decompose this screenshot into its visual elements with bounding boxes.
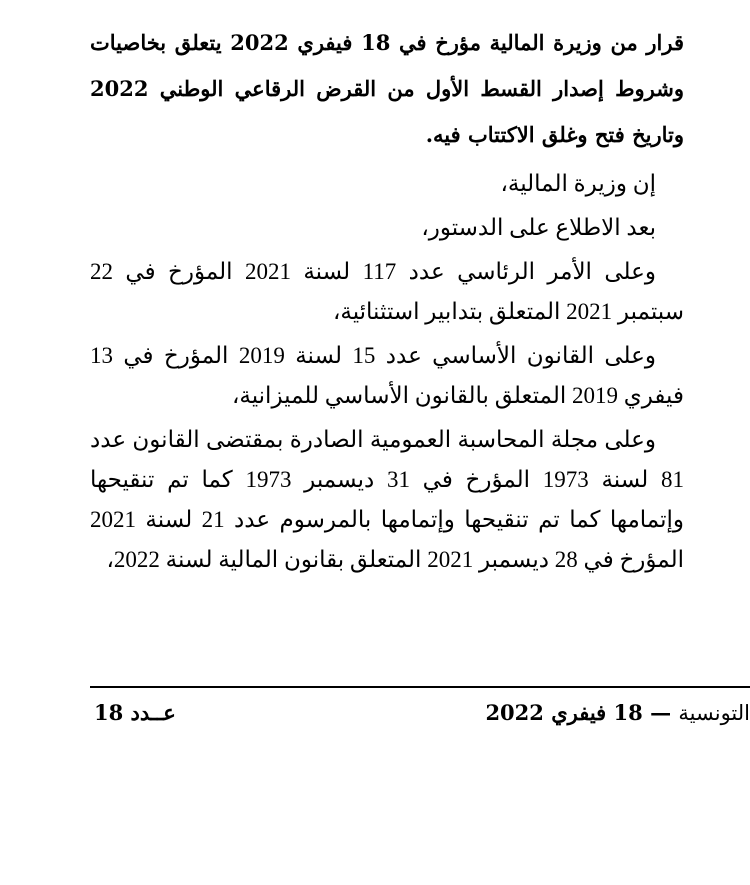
footer-issue-number: عــدد 18 [94, 700, 176, 725]
paragraph-constitution: بعد الاطلاع على الدستور، [421, 215, 656, 240]
paragraph-budget-law: وعلى القانون الأساسي عدد 15 لسنة 2019 المؤرخ في 13 فيفري 2019 المتعلق بالقانون الأساسي للميزانية، [90, 343, 684, 408]
footer-journal-date [485, 700, 750, 726]
page-footer [90, 700, 750, 734]
footer-journal-name: التونسية [678, 701, 750, 725]
footer-date: — 18 فيفري 2022 [485, 700, 672, 725]
paragraph-opening: إن وزيرة المالية، [500, 171, 656, 196]
paragraph-presidential-order: وعلى الأمر الرئاسي عدد 117 لسنة 2021 المؤرخ في 22 سبتمبر 2021 المتعلق بتدابير استثنائية، [90, 259, 684, 324]
paragraph-public-accounting: وعلى مجلة المحاسبة العمومية الصادرة بمقتضى القانون عدد 81 لسنة 1973 المؤرخ في 31 ديسمبر 1973 كما تم تنقيحها وإتمامها كما تم تنقيحها وإتمامها بالمرسوم عدد 21 لسنة 2021 المؤرخ في 28 ديسمبر 2021 المتعلق بقانون المالية لسنة 2022، [90, 427, 684, 572]
footer-divider [90, 686, 750, 688]
decree-title: قرار من وزيرة المالية مؤرخ في 18 فيفري 2022 يتعلق بخاصيات وشروط إصدار القسط الأول من القرض الرقاعي الوطني 2022 وتاريخ فتح وغلق الاكتتاب فيه. [90, 30, 684, 147]
decree-body [90, 20, 684, 580]
